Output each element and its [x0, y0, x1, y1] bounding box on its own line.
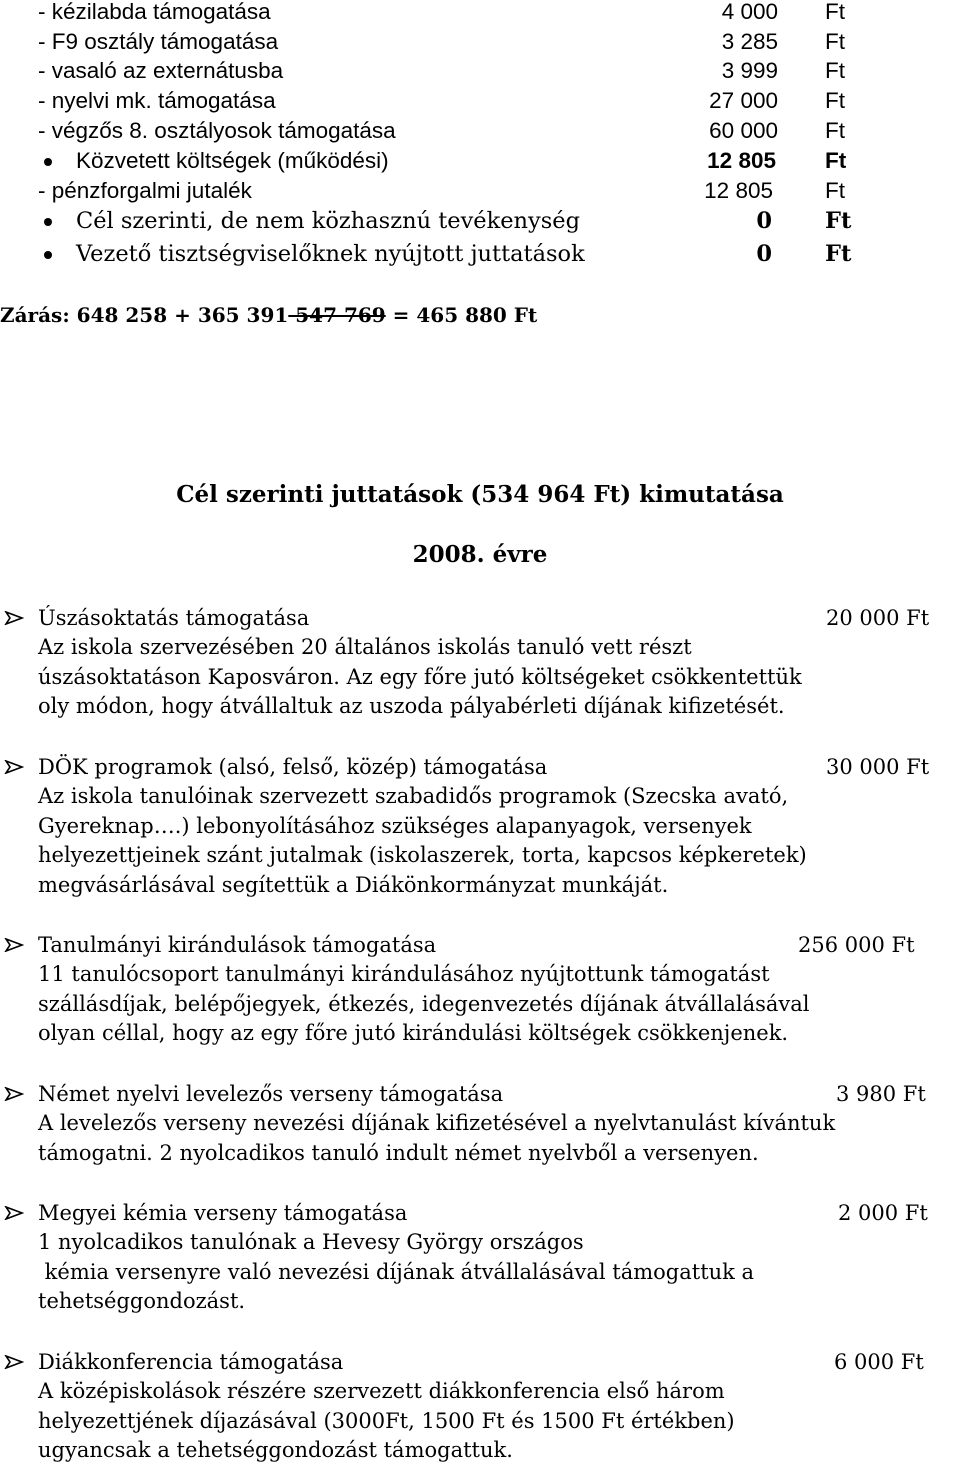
row-amount: 0 [756, 208, 772, 234]
description-line: oly módon, hogy átvállaltuk az uszoda pályabérleti díjának kifizetését. [38, 694, 785, 718]
support-item [0, 1347, 960, 1466]
description-line: Az iskola szervezésében 20 általános iskolás tanuló vett részt [38, 635, 692, 659]
support-item [0, 603, 960, 722]
row-amount: 0 [756, 241, 772, 267]
description-line: 1 nyolcadikos tanulónak a Hevesy György országos [38, 1230, 584, 1254]
item-price: 6 000 Ft [834, 1350, 924, 1374]
list-row [0, 27, 960, 57]
support-item [0, 752, 960, 900]
row-amount: 12 805 [704, 178, 773, 203]
row-currency: Ft [825, 58, 845, 83]
item-description [38, 782, 956, 900]
section-title: Cél szerinti juttatások (534 964 Ft) kimutatása [176, 481, 784, 508]
description-line: tehetséggondozást. [38, 1289, 246, 1313]
support-item [0, 930, 960, 1049]
description-line: úszásoktatáson Kaposváron. Az egy főre jutó költségeket csökkentettük [38, 664, 802, 689]
item-price: 2 000 Ft [838, 1201, 928, 1225]
arrowhead-bullet-icon [4, 1087, 24, 1101]
closing-line [0, 300, 537, 330]
item-price: 256 000 Ft [798, 933, 915, 957]
item-description [38, 1377, 956, 1466]
row-amount: 3 999 [721, 58, 778, 83]
bullet-icon [44, 158, 52, 166]
item-name: Úszásoktatás támogatása [38, 606, 310, 630]
closing-sum: 648 258 + 365 391 [76, 303, 289, 327]
row-currency: Ft [825, 241, 852, 267]
row-amount: 27 000 [709, 88, 778, 113]
list-row [0, 86, 960, 116]
list-row [0, 0, 960, 27]
row-label: - kézilabda támogatása [38, 0, 271, 24]
description-line: ugyancsak a tehetséggondozást támogattuk. [38, 1438, 513, 1462]
item-price: 30 000 Ft [826, 755, 930, 779]
arrowhead-bullet-icon [4, 938, 24, 952]
row-currency: Ft [825, 0, 845, 24]
description-line: megvásárlásával segítettük a Diákönkormányzat munkáját. [38, 872, 669, 897]
section-year: 2008. évre [412, 541, 548, 568]
item-description [38, 1109, 956, 1168]
row-currency: Ft [825, 178, 845, 203]
description-line: olyan céllal, hogy az egy főre jutó kirándulási költségek csökkenjenek. [38, 1021, 789, 1045]
description-line: szállásdíjak, belépőjegyek, étkezés, idegenvezetés díjának átvállalásával [38, 991, 810, 1016]
item-price: 3 980 Ft [836, 1082, 926, 1106]
row-amount: 3 285 [721, 29, 778, 54]
item-description [38, 1228, 956, 1317]
description-line: támogatni. 2 nyolcadikos tanuló indult német nyelvből a versenyen. [38, 1140, 759, 1165]
row-label: - végzős 8. osztályosok támogatása [38, 118, 396, 143]
description-line: A középiskolások részére szervezett diákkonferencia első három [38, 1379, 725, 1403]
row-label: - F9 osztály támogatása [38, 29, 279, 54]
item-name: DÖK programok (alsó, felső, közép) támogatása [38, 755, 548, 779]
item-name: Diákkonferencia támogatása [38, 1350, 344, 1374]
row-label: Vezető tisztségviselőknek nyújtott juttatások [76, 241, 585, 267]
row-label: Cél szerinti, de nem közhasznú tevékenység [76, 208, 581, 234]
description-line: helyezettjeinek szánt jutalmak (iskolaszerek, torta, kapcsos képkeretek) [38, 843, 807, 867]
row-label: - vasaló az externátusba [38, 58, 284, 83]
arrowhead-bullet-icon [4, 760, 24, 774]
list-row [0, 56, 960, 86]
bullet-icon [44, 251, 52, 259]
row-amount: 60 000 [709, 118, 778, 143]
row-currency: Ft [825, 29, 845, 54]
description-line: A levelezős verseny nevezési díjának kifizetésével a nyelvtanulást kívántuk [38, 1111, 836, 1135]
list-row [0, 239, 960, 269]
row-amount: 12 805 [707, 148, 776, 173]
list-row [0, 176, 960, 206]
description-line: Gyereknap….) lebonyolításához szükséges alapanyagok, versenyek [38, 813, 752, 838]
item-price: 20 000 Ft [826, 606, 930, 630]
description-line: kémia versenyre való nevezési díjának átvállalásával támogattuk a [38, 1259, 755, 1284]
description-line: 11 tanulócsoport tanulmányi kirándulásához nyújtottunk támogatást [38, 962, 770, 986]
arrowhead-bullet-icon [4, 611, 24, 625]
row-label: Közvetett költségek (működési) [76, 148, 389, 173]
description-line: Az iskola tanulóinak szervezett szabadidős programok (Szecska avató, [38, 784, 789, 808]
row-currency: Ft [825, 118, 845, 143]
item-description [38, 960, 956, 1049]
row-currency: Ft [825, 88, 845, 113]
row-currency: Ft [825, 148, 847, 173]
row-label: - nyelvi mk. támogatása [38, 88, 276, 113]
list-row [0, 206, 960, 236]
item-name: Tanulmányi kirándulások támogatása [38, 933, 437, 957]
description-line: helyezettjének díjazásával (3000Ft, 1500 Ft és 1500 Ft értékben) [38, 1408, 735, 1433]
closing-result: = 465 880 Ft [385, 303, 538, 327]
arrowhead-bullet-icon [4, 1355, 24, 1369]
row-currency: Ft [825, 208, 852, 234]
closing-subtracted: 547 769 [288, 303, 386, 327]
list-row [0, 116, 960, 146]
list-row [0, 146, 960, 176]
closing-label: Zárás: [0, 303, 70, 327]
arrowhead-bullet-icon [4, 1206, 24, 1220]
row-label: - pénzforgalmi jutalék [38, 178, 252, 203]
item-description [38, 633, 956, 722]
row-amount: 4 000 [721, 0, 778, 24]
item-name: Megyei kémia verseny támogatása [38, 1201, 408, 1225]
support-item [0, 1198, 960, 1317]
item-name: Német nyelvi levelezős verseny támogatása [38, 1082, 504, 1106]
support-item [0, 1079, 960, 1168]
bullet-icon [44, 218, 52, 226]
